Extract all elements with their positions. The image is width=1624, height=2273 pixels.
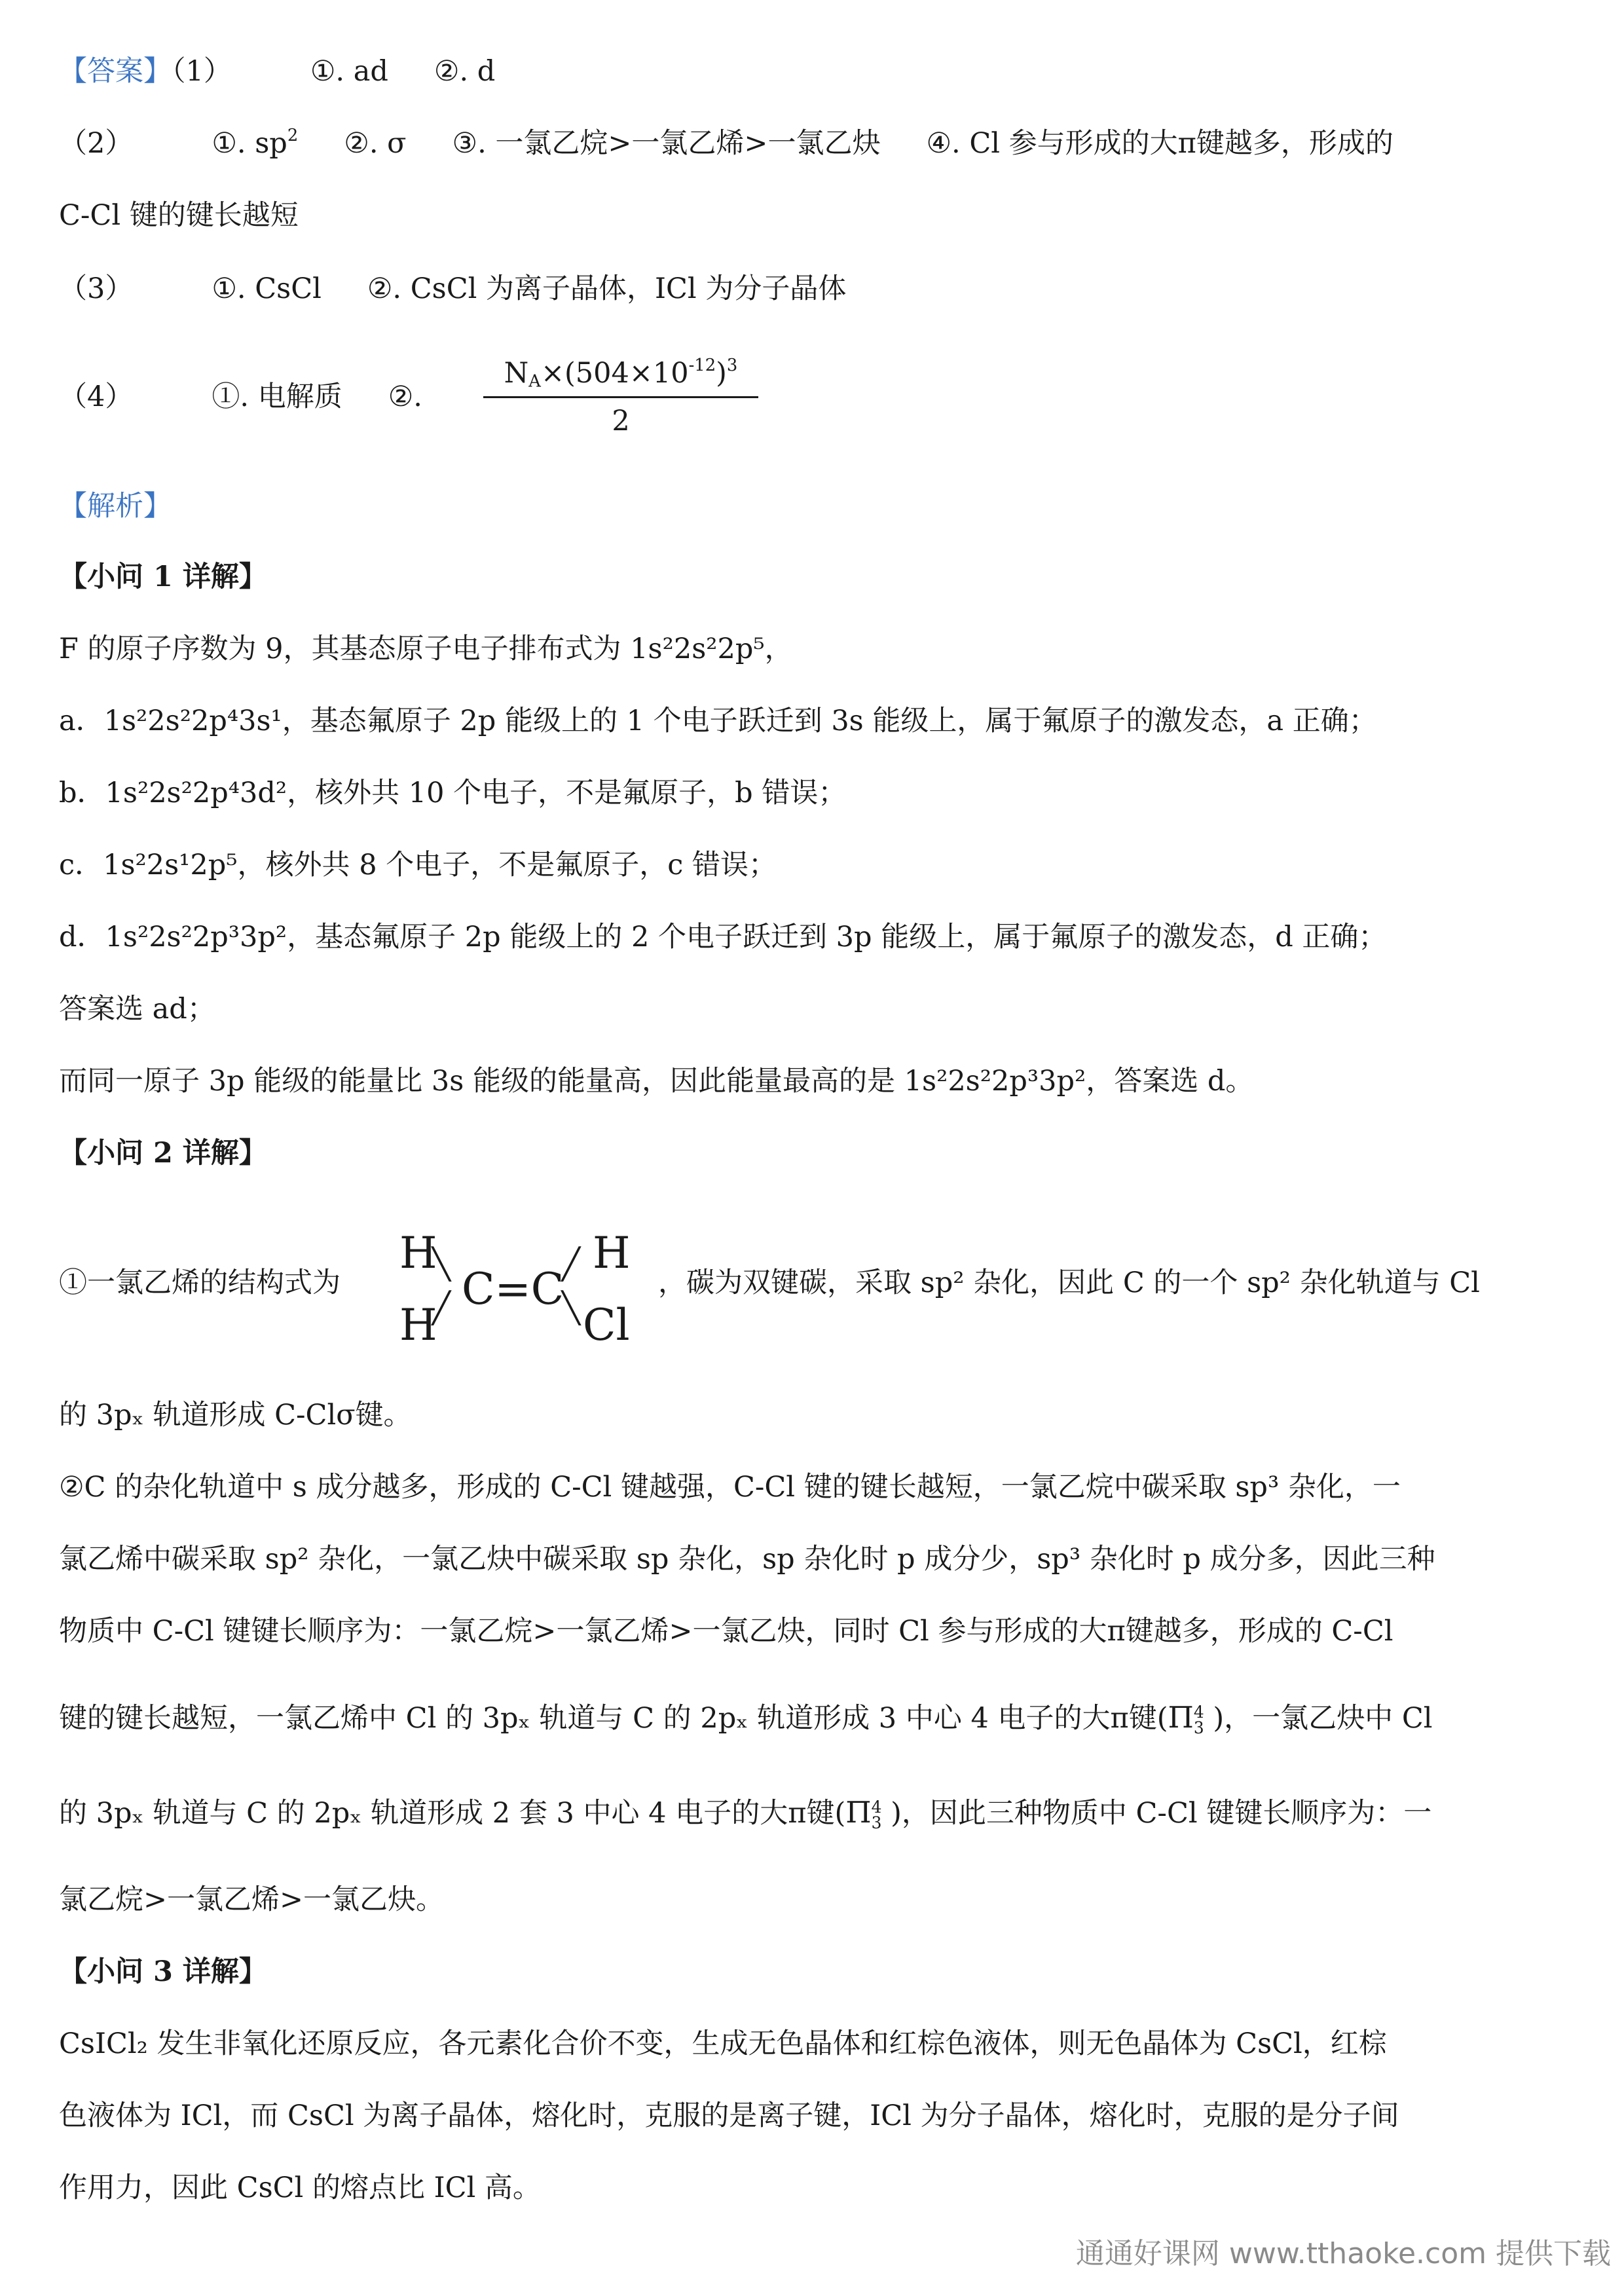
q2-answer-4: ④. Cl 参与形成的大π键越多，形成的 bbox=[926, 127, 1393, 160]
q3-answer-1: ①. CsCl bbox=[212, 272, 322, 305]
s2-p2-line3: 物质中 C-Cl 键键长顺序为：一氯乙烷>一氯乙烯>一氯乙炔，同时 Cl 参与形成的大π键越多，形成的 C-Cl bbox=[59, 1615, 1393, 1648]
struct-bond-upper-right: ╱ bbox=[562, 1246, 580, 1282]
s2-p1-c: 的 3pₓ 轨道形成 C-Clσ键。 bbox=[59, 1399, 412, 1432]
footer-watermark: 通通好课网 www.tthaoke.com 提供下载 bbox=[1075, 2237, 1611, 2270]
s2-p1-a: ①一氯乙烯的结构式为 bbox=[59, 1266, 341, 1299]
s1-option-c: c．1s²2s¹2p⁵，核外共 8 个电子，不是氟原子，c 错误； bbox=[59, 849, 777, 881]
q4-answer-2: ②. bbox=[388, 380, 422, 413]
struct-h-top-right: H bbox=[593, 1228, 631, 1278]
s2-p2-line1: ②C 的杂化轨道中 s 成分越多，形成的 C-Cl 键越强，C-Cl 键的键长越短，一氯乙烷中碳采取 sp³ 杂化，一 bbox=[59, 1471, 1401, 1504]
answer-header: 【答案】 bbox=[59, 55, 172, 88]
q2-answer-2: ②. σ bbox=[344, 127, 407, 160]
answer-q1-line bbox=[59, 55, 496, 88]
s2-p1-b: ，碳为双键碳，采取 sp² 杂化，因此 C 的一个 sp² 杂化轨道与 Cl bbox=[658, 1266, 1480, 1299]
s1-extra: 而同一原子 3p 能级的能量比 3s 能级的能量高，因此能量最高的是 1s²2s²2p³3p²，答案选 d。 bbox=[59, 1065, 1254, 1098]
s2-p2-line4: 键的键长越短，一氯乙烯中 Cl 的 3pₓ 轨道与 C 的 2pₓ 轨道形成 3 中心 4 电子的大π键(Π 4 3 )，一氯乙炔中 Cl bbox=[59, 1700, 1433, 1737]
fraction-numerator: $N_A\times(504\times 10^{-12})^3$ bbox=[483, 357, 758, 398]
q4-number: （4） bbox=[59, 380, 134, 413]
density-fraction bbox=[483, 357, 758, 437]
s1-intro: F 的原子序数为 9，其基态原子电子排布式为 1s²2s²2p⁵， bbox=[59, 633, 793, 665]
section-2-title: 【小问 2 详解】 bbox=[59, 1137, 267, 1170]
struct-bond-lower-right: ╲ bbox=[562, 1290, 580, 1325]
q1-answer-2: ②. d bbox=[434, 55, 496, 88]
section-1-title: 【小问 1 详解】 bbox=[59, 561, 267, 593]
q2-number: （2） bbox=[59, 127, 134, 160]
answer-q3-line bbox=[59, 272, 847, 305]
s3-line2: 色液体为 ICl，而 CsCl 为离子晶体，熔化时，克服的是离子键，ICl 为分子晶体，熔化时，克服的是分子间 bbox=[59, 2099, 1399, 2132]
q2-answer-3: ③. 一氯乙烷>一氯乙烯>一氯乙炔 bbox=[452, 127, 881, 160]
analysis-header: 【解析】 bbox=[59, 490, 172, 523]
s3-line1: CsICl₂ 发生非氧化还原反应，各元素化合价不变，生成无色晶体和红棕色液体，则无色晶体为 CsCl，红棕 bbox=[59, 2027, 1387, 2060]
s2-p2-line5: 的 3pₓ 轨道与 C 的 2pₓ 轨道形成 2 套 3 中心 4 电子的大π键(Π 4 3 )，因此三种物质中 C-Cl 键键长顺序为：一 bbox=[59, 1795, 1432, 1832]
s1-option-a: a．1s²2s²2p⁴3s¹，基态氟原子 2p 能级上的 1 个电子跃迁到 3s 能级上，属于氟原子的激发态，a 正确； bbox=[59, 705, 1377, 737]
section-3-title: 【小问 3 详解】 bbox=[59, 1955, 267, 1988]
answer-q2-line bbox=[59, 125, 1393, 160]
struct-cl: Cl bbox=[583, 1300, 630, 1350]
struct-h-bottom-left: H bbox=[399, 1300, 437, 1350]
q1-number: （1） bbox=[172, 55, 232, 88]
q1-answer-1: ①. ad bbox=[310, 55, 388, 88]
s2-p2-line2: 氯乙烯中碳采取 sp² 杂化，一氯乙炔中碳采取 sp 杂化，sp 杂化时 p 成分少，sp³ 杂化时 p 成分多，因此三种 bbox=[59, 1543, 1435, 1576]
s1-option-b: b．1s²2s²2p⁴3d²，核外共 10 个电子，不是氟原子，b 错误； bbox=[59, 777, 847, 809]
struct-h-top-left: H bbox=[399, 1228, 437, 1278]
s3-line3: 作用力，因此 CsCl 的熔点比 ICl 高。 bbox=[59, 2171, 541, 2204]
fraction-denominator: 2 bbox=[612, 405, 630, 437]
pi-bond-symbol: Π 4 3 bbox=[1168, 1700, 1204, 1737]
struct-bond-lower-left: ╱ bbox=[432, 1290, 451, 1325]
q2-answer-1: ①. $sp^2$ bbox=[212, 125, 299, 160]
q4-answer-1: ①. 电解质 bbox=[212, 380, 342, 413]
struct-bond-upper-left: ╲ bbox=[432, 1246, 451, 1282]
s1-option-d: d．1s²2s²2p³3p²，基态氟原子 2p 能级上的 2 个电子跃迁到 3p 能级上，属于氟原子的激发态，d 正确； bbox=[59, 921, 1387, 953]
q3-answer-2: ②. CsCl 为离子晶体，ICl 为分子晶体 bbox=[367, 272, 847, 305]
pi-bond-symbol-2: Π 4 3 bbox=[845, 1795, 882, 1832]
answer-q4-line bbox=[59, 380, 422, 413]
s1-answer: 答案选 ad； bbox=[59, 993, 215, 1026]
s2-p2-line6: 氯乙烷>一氯乙烯>一氯乙炔。 bbox=[59, 1883, 445, 1916]
answer-q2-cont: C-Cl 键的键长越短 bbox=[59, 199, 299, 232]
struct-core: C=C bbox=[462, 1264, 564, 1314]
q3-number: （3） bbox=[59, 272, 134, 305]
